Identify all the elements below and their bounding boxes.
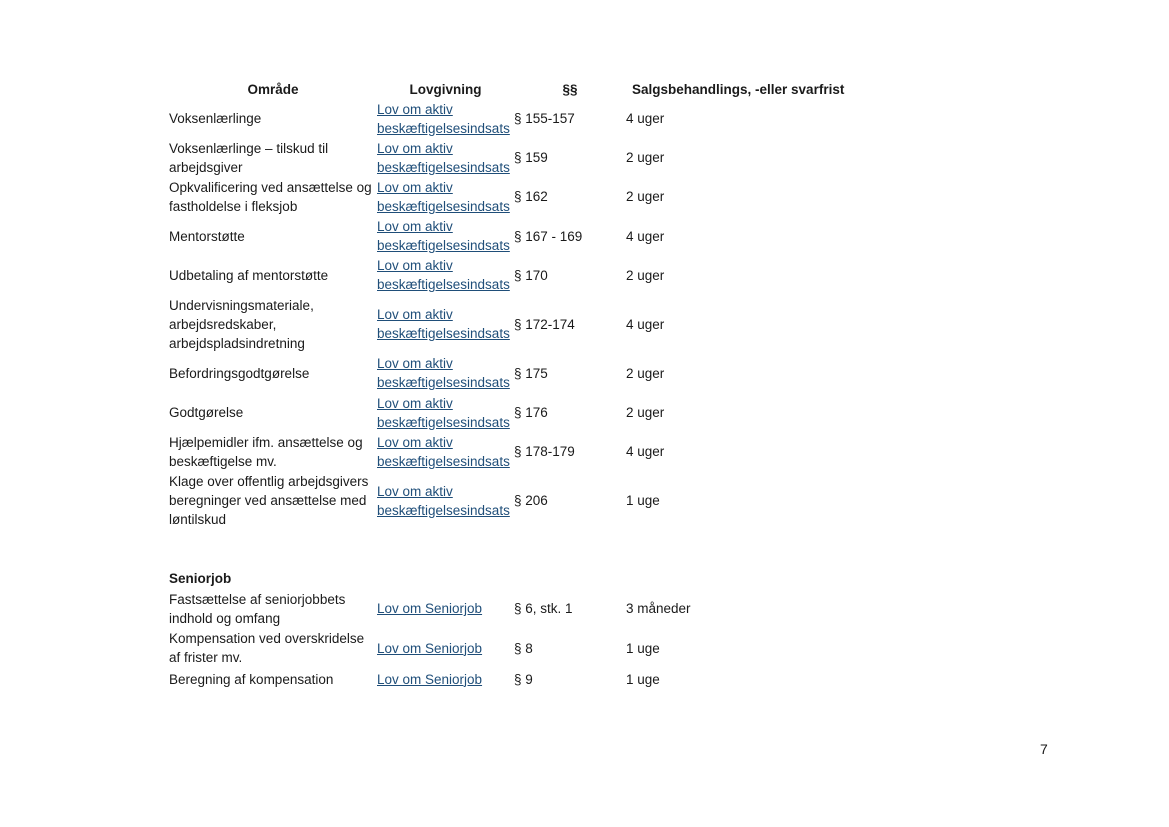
table-row — [169, 589, 869, 629]
lov-link[interactable]: beskæftigelsesindsats — [377, 159, 510, 175]
lov-link[interactable]: beskæftigelsesindsats — [377, 277, 510, 293]
lov-seniorjob-link[interactable]: Lov om Seniorjob — [377, 640, 483, 656]
cell-omraade: Udbetaling af mentorstøtte — [169, 267, 329, 283]
lov-link[interactable]: beskæftigelsesindsats — [377, 238, 510, 254]
table-row — [169, 177, 869, 216]
cell-lovgivning — [377, 305, 514, 343]
table-row — [169, 256, 869, 295]
table-row — [169, 471, 869, 530]
cell-lovgivning — [377, 394, 514, 432]
cell-omraade: Kompensation ved overskridelse af frister mv. — [169, 631, 365, 666]
cell-omraade: Beregning af kompensation — [169, 671, 334, 687]
cell-frist: 1 uge — [626, 493, 660, 509]
cell-paragraf: § 9 — [514, 671, 533, 687]
cell-frist: 2 uger — [626, 150, 665, 166]
cell-paragraf: § 6, stk. 1 — [514, 601, 573, 617]
lov-link[interactable]: beskæftigelsesindsats — [377, 414, 510, 430]
cell-frist: 3 måneder — [626, 601, 691, 617]
cell-omraade: Godtgørelse — [169, 405, 244, 421]
cell-lovgivning — [377, 178, 514, 216]
table-row — [169, 393, 869, 432]
header-frist: Salgsbehandlings, -eller svarfrist — [632, 82, 845, 97]
cell-lovgivning — [377, 354, 514, 392]
lov-link[interactable]: beskæftigelsesindsats — [377, 502, 510, 518]
table-row — [169, 99, 869, 138]
lov-link[interactable]: Lov om aktiv — [377, 101, 453, 117]
table-row — [169, 668, 869, 690]
cell-paragraf: § 170 — [514, 267, 548, 283]
lov-link[interactable]: Lov om aktiv — [377, 219, 453, 235]
lov-link[interactable]: beskæftigelsesindsats — [377, 198, 510, 214]
cell-omraade: Undervisningsmateriale, arbejdsredskaber, arbejdspladsindretning — [169, 297, 314, 351]
table-row — [169, 432, 869, 471]
table-body — [169, 99, 869, 530]
cell-lovgivning — [377, 670, 514, 689]
table-row — [169, 138, 869, 177]
table-row — [169, 629, 869, 669]
lov-link[interactable]: beskæftigelsesindsats — [377, 120, 510, 136]
header-paragraffer: §§ — [562, 82, 578, 97]
cell-frist: 2 uger — [626, 189, 665, 205]
header-omraade: Område — [247, 82, 299, 97]
cell-frist: 4 uger — [626, 228, 665, 244]
lov-link[interactable]: Lov om aktiv — [377, 307, 453, 323]
lov-link[interactable]: Lov om aktiv — [377, 356, 453, 372]
cell-frist: 2 uger — [626, 405, 665, 421]
lov-link[interactable]: Lov om aktiv — [377, 258, 453, 274]
cell-paragraf: § 167 - 169 — [514, 228, 583, 244]
cell-omraade: Mentorstøtte — [169, 228, 245, 244]
cell-omraade: Klage over offentlig arbejdsgivers beregninger ved ansættelse med løntilskud — [169, 474, 369, 528]
cell-omraade: Befordringsgodtgørelse — [169, 365, 310, 381]
frister-table — [169, 80, 869, 530]
cell-paragraf: § 206 — [514, 493, 548, 509]
cell-omraade: Hjælpemidler ifm. ansættelse og beskæftigelse mv. — [169, 434, 363, 469]
cell-paragraf: § 155-157 — [514, 111, 575, 127]
cell-frist: 2 uger — [626, 267, 665, 283]
seniorjob-section — [169, 569, 869, 690]
cell-lovgivning — [377, 639, 514, 658]
cell-paragraf: § 8 — [514, 640, 533, 656]
seniorjob-body — [169, 589, 869, 690]
lov-seniorjob-link[interactable]: Lov om Seniorjob — [377, 671, 483, 687]
lov-link[interactable]: beskæftigelsesindsats — [377, 326, 510, 342]
lov-seniorjob-link[interactable]: Lov om Seniorjob — [377, 601, 483, 617]
cell-lovgivning — [377, 599, 514, 618]
cell-frist: 1 uge — [626, 671, 660, 687]
lov-link[interactable]: Lov om aktiv — [377, 140, 453, 156]
table-row — [169, 295, 869, 354]
lov-link[interactable]: Lov om aktiv — [377, 483, 453, 499]
table-row — [169, 354, 869, 393]
lov-link[interactable]: beskæftigelsesindsats — [377, 453, 510, 469]
lov-link[interactable]: Lov om aktiv — [377, 434, 453, 450]
cell-omraade: Voksenlærlinge — [169, 111, 262, 127]
table-header — [169, 80, 869, 99]
cell-frist: 4 uger — [626, 316, 665, 332]
cell-frist: 4 uger — [626, 444, 665, 460]
cell-lovgivning — [377, 139, 514, 177]
cell-lovgivning — [377, 256, 514, 294]
cell-omraade: Voksenlærlinge – tilskud til arbejdsgiver — [169, 140, 329, 175]
cell-frist: 2 uger — [626, 365, 665, 381]
cell-paragraf: § 176 — [514, 405, 548, 421]
cell-lovgivning — [377, 482, 514, 520]
lov-link[interactable]: Lov om aktiv — [377, 395, 453, 411]
cell-omraade: Opkvalificering ved ansættelse og fastholdelse i fleksjob — [169, 179, 372, 214]
cell-frist: 1 uge — [626, 640, 660, 656]
header-lovgivning: Lovgivning — [409, 82, 482, 97]
cell-lovgivning — [377, 100, 514, 138]
cell-paragraf: § 172-174 — [514, 316, 575, 332]
lov-link[interactable]: Lov om aktiv — [377, 179, 453, 195]
cell-paragraf: § 159 — [514, 150, 548, 166]
cell-paragraf: § 178-179 — [514, 444, 575, 460]
cell-paragraf: § 175 — [514, 365, 548, 381]
cell-lovgivning — [377, 217, 514, 255]
table-row — [169, 217, 869, 256]
lov-link[interactable]: beskæftigelsesindsats — [377, 375, 510, 391]
cell-lovgivning — [377, 433, 514, 471]
page-number: 7 — [1040, 741, 1048, 757]
cell-omraade: Fastsættelse af seniorjobbets indhold og omfang — [169, 591, 346, 626]
cell-frist: 4 uger — [626, 111, 665, 127]
seniorjob-title: Seniorjob — [169, 571, 232, 586]
cell-paragraf: § 162 — [514, 189, 548, 205]
